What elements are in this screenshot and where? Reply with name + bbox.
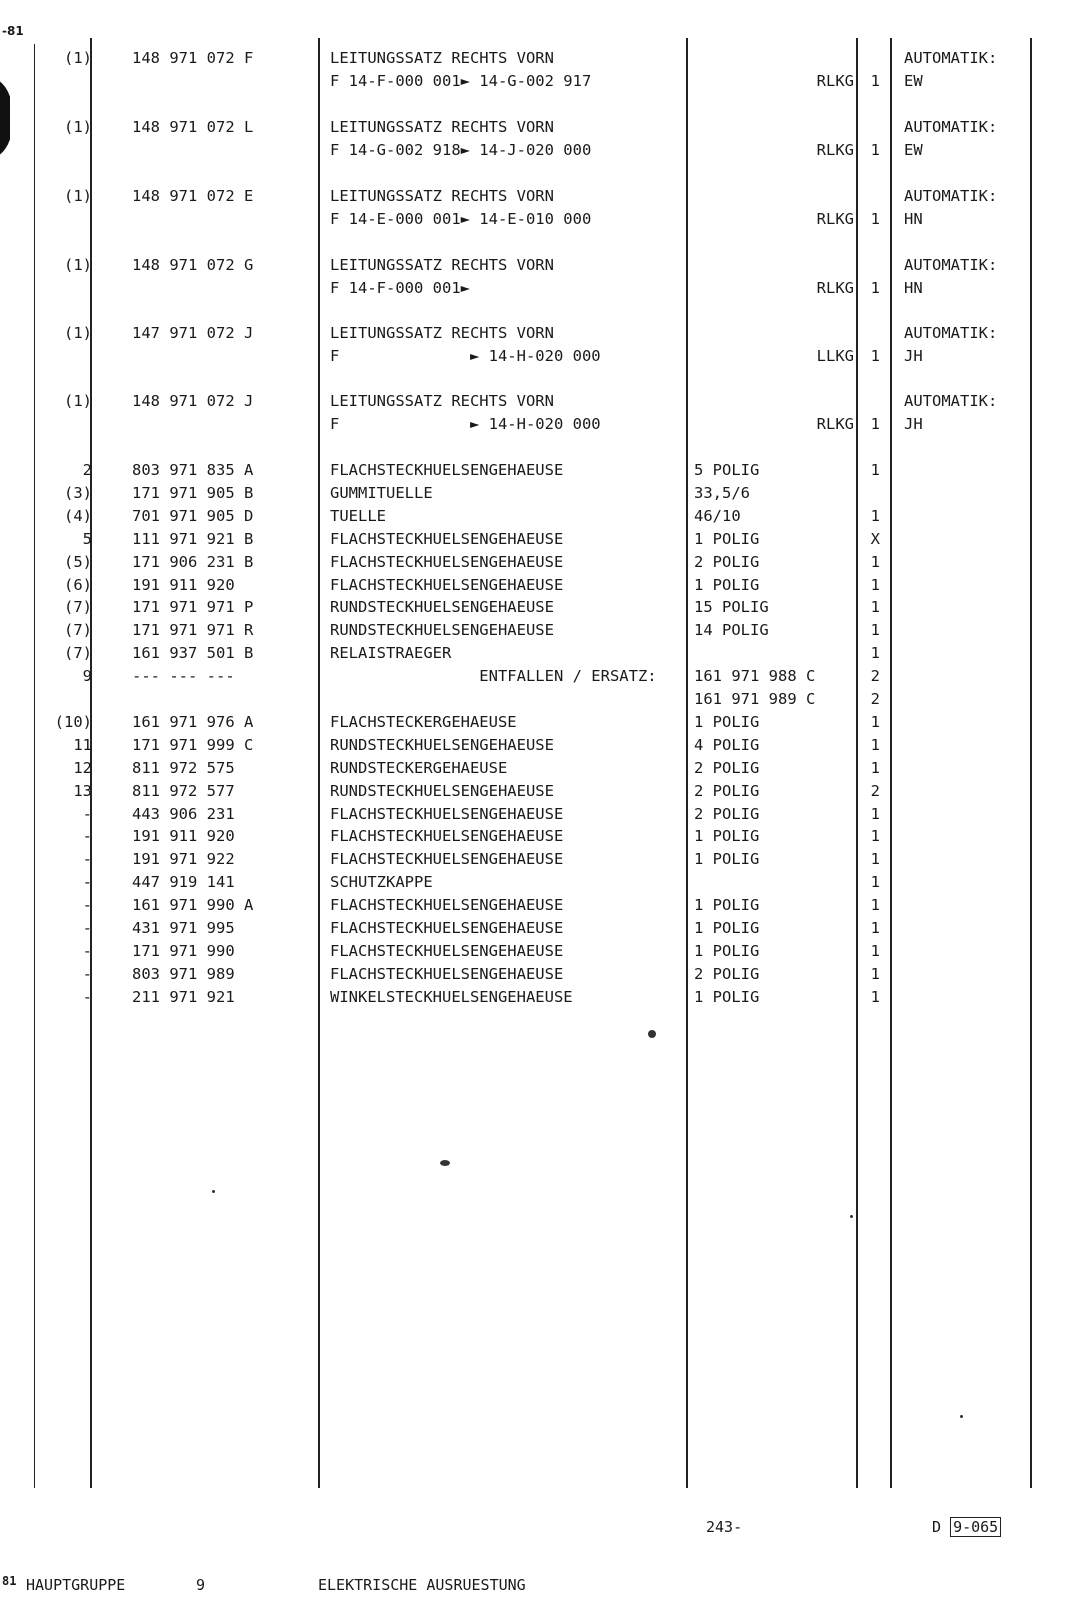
table-row <box>0 208 1082 230</box>
pos-cell: 13 <box>73 781 92 800</box>
part-number-cell: 171 906 231 B <box>132 552 254 571</box>
description-cell: LEITUNGSSATZ RECHTS VORN <box>330 118 554 136</box>
description-cell: F 14-F-000 001► <box>330 279 470 297</box>
remark-cell: 1 POLIG <box>694 919 760 937</box>
footer-corner: 81 <box>2 1574 17 1588</box>
quantity-cell: 1 <box>870 644 880 663</box>
description-cell: WINKELSTECKHUELSENGEHAEUSE <box>330 987 573 1006</box>
part-number-cell: 803 971 835 A <box>132 461 254 479</box>
table-row <box>0 277 1082 299</box>
note-cell: AUTOMATIK: <box>904 49 998 67</box>
pos-cell: (1) <box>64 187 92 205</box>
corner-label: -81 <box>2 24 24 38</box>
group-number: 9 <box>196 1576 206 1594</box>
part-number-cell: 171 971 971 P <box>132 598 254 617</box>
part-number-cell: 811 972 575 <box>132 758 235 777</box>
table-row <box>0 825 1082 847</box>
pos-cell: - <box>82 919 92 937</box>
remark-cell: 1 POLIG <box>694 941 760 960</box>
quantity-cell: 1 <box>870 850 880 869</box>
scan-speck <box>648 1030 656 1038</box>
description-cell: ENTFALLEN / ERSATZ: <box>330 667 657 686</box>
quantity-cell: 1 <box>870 141 880 159</box>
pos-cell: - <box>82 804 92 823</box>
part-number-cell: 211 971 921 <box>132 987 235 1006</box>
part-number-cell: 803 971 989 <box>132 964 235 983</box>
pos-cell: (3) <box>64 483 92 502</box>
remark-cell: 2 POLIG <box>694 781 760 800</box>
pos-cell: (1) <box>64 49 92 67</box>
scan-speck <box>440 1160 450 1166</box>
part-number-cell: 148 971 072 J <box>132 392 254 410</box>
description-cell: FLACHSTECKHUELSENGEHAEUSE <box>330 529 564 548</box>
quantity-cell: 1 <box>870 712 880 731</box>
table-row <box>0 642 1082 664</box>
model-cell: LLKG <box>816 347 854 365</box>
quantity-cell: 1 <box>870 461 880 479</box>
quantity-cell: 1 <box>870 598 880 617</box>
quantity-cell: 1 <box>870 506 880 525</box>
remark-cell: 2 POLIG <box>694 758 760 777</box>
description-cell: SCHUTZKAPPE <box>330 873 433 892</box>
table-row <box>0 780 1082 802</box>
model-cell: RLKG <box>816 279 854 297</box>
remark-cell: 33,5/6 <box>694 483 750 502</box>
description-cell: FLACHSTECKHUELSENGEHAEUSE <box>330 964 564 983</box>
table-row <box>0 413 1082 435</box>
table-row <box>0 711 1082 733</box>
pos-cell: 11 <box>73 735 92 754</box>
table-row <box>0 986 1082 1008</box>
table-row <box>0 322 1082 344</box>
note-cell: AUTOMATIK: <box>904 256 998 274</box>
pos-cell: (7) <box>64 621 92 640</box>
quantity-cell: 1 <box>870 735 880 754</box>
pos-cell: (10) <box>54 712 92 731</box>
pos-cell: (1) <box>64 392 92 410</box>
description-cell: RUNDSTECKERGEHAEUSE <box>330 758 508 777</box>
pos-cell: - <box>82 964 92 983</box>
quantity-cell: 1 <box>870 827 880 846</box>
note-cell: EW <box>904 72 923 90</box>
pos-cell: 9 <box>82 667 92 686</box>
part-number-cell: --- --- --- <box>132 667 235 686</box>
part-number-cell: 111 971 921 B <box>132 529 254 548</box>
table-row <box>0 940 1082 962</box>
pos-cell: - <box>82 896 92 915</box>
page-number: 243- <box>706 1518 743 1536</box>
table-row <box>0 551 1082 573</box>
table-row <box>0 917 1082 939</box>
model-cell: RLKG <box>816 141 854 159</box>
note-cell: HN <box>904 210 923 228</box>
pos-cell: 2 <box>82 461 92 479</box>
quantity-cell: 1 <box>870 896 880 915</box>
scan-speck <box>212 1190 215 1193</box>
table-row <box>0 70 1082 92</box>
table-row <box>0 734 1082 756</box>
remark-cell: 14 POLIG <box>694 621 769 640</box>
quantity-cell: 1 <box>870 804 880 823</box>
table-row <box>0 254 1082 276</box>
part-number-cell: 161 937 501 B <box>132 644 254 663</box>
description-cell: F 14-G-002 918► 14-J-020 000 <box>330 141 592 159</box>
description-cell: LEITUNGSSATZ RECHTS VORN <box>330 256 554 274</box>
description-cell: FLACHSTECKHUELSENGEHAEUSE <box>330 941 564 960</box>
remark-cell: 2 POLIG <box>694 552 760 571</box>
part-number-cell: 147 971 072 J <box>132 324 254 342</box>
quantity-cell: 1 <box>870 210 880 228</box>
table-row <box>0 528 1082 550</box>
description-cell: LEITUNGSSATZ RECHTS VORN <box>330 49 554 67</box>
table-row <box>0 803 1082 825</box>
part-number-cell: 161 971 990 A <box>132 896 254 915</box>
table-row <box>0 390 1082 412</box>
remark-cell: 1 POLIG <box>694 712 760 731</box>
table-row <box>0 596 1082 618</box>
pos-cell: (5) <box>64 552 92 571</box>
pos-cell: (7) <box>64 598 92 617</box>
description-cell: FLACHSTECKHUELSENGEHAEUSE <box>330 850 564 869</box>
table-row <box>0 505 1082 527</box>
part-number-cell: 148 971 072 E <box>132 187 254 205</box>
pos-cell: (7) <box>64 644 92 663</box>
group-label: HAUPTGRUPPE <box>26 1576 126 1594</box>
part-number-cell: 171 971 905 B <box>132 483 254 502</box>
remark-cell: 1 POLIG <box>694 987 760 1006</box>
part-number-cell: 148 971 072 L <box>132 118 254 136</box>
remark-cell: 4 POLIG <box>694 735 760 754</box>
table-row <box>0 116 1082 138</box>
scan-speck <box>850 1215 853 1218</box>
table-row <box>0 459 1082 481</box>
pos-cell: - <box>82 873 92 892</box>
pos-cell: 5 <box>82 529 92 548</box>
quantity-cell: 2 <box>870 690 880 708</box>
note-cell: AUTOMATIK: <box>904 392 998 410</box>
table-row <box>0 665 1082 687</box>
section-reference <box>932 1518 1001 1536</box>
quantity-cell: 1 <box>870 72 880 90</box>
description-cell: RUNDSTECKHUELSENGEHAEUSE <box>330 781 554 800</box>
remark-cell: 46/10 <box>694 506 741 525</box>
description-cell: FLACHSTECKHUELSENGEHAEUSE <box>330 804 564 823</box>
model-cell: RLKG <box>816 72 854 90</box>
remark-cell: 1 POLIG <box>694 896 760 915</box>
description-cell: TUELLE <box>330 506 386 525</box>
quantity-cell: 1 <box>870 987 880 1006</box>
quantity-cell: 1 <box>870 941 880 960</box>
quantity-cell: 1 <box>870 758 880 777</box>
pos-cell: - <box>82 850 92 869</box>
remark-cell: 2 POLIG <box>694 804 760 823</box>
note-cell: HN <box>904 279 923 297</box>
remark-cell: 1 POLIG <box>694 575 760 594</box>
table-row <box>0 894 1082 916</box>
quantity-cell: 1 <box>870 279 880 297</box>
description-cell: LEITUNGSSATZ RECHTS VORN <box>330 187 554 205</box>
quantity-cell: 1 <box>870 873 880 892</box>
table-row <box>0 574 1082 596</box>
table-row <box>0 757 1082 779</box>
quantity-cell: 1 <box>870 621 880 640</box>
part-number-cell: 191 971 922 <box>132 850 235 869</box>
description-cell: FLACHSTECKHUELSENGEHAEUSE <box>330 461 564 479</box>
part-number-cell: 148 971 072 G <box>132 256 254 274</box>
pos-cell: 12 <box>73 758 92 777</box>
remark-cell: 2 POLIG <box>694 964 760 983</box>
description-cell: FLACHSTECKHUELSENGEHAEUSE <box>330 575 564 594</box>
part-number-cell: 191 911 920 <box>132 827 235 846</box>
table-row <box>0 185 1082 207</box>
description-cell: LEITUNGSSATZ RECHTS VORN <box>330 324 554 342</box>
note-cell: AUTOMATIK: <box>904 187 998 205</box>
quantity-cell: X <box>870 529 880 548</box>
description-cell: FLACHSTECKHUELSENGEHAEUSE <box>330 896 564 915</box>
section-prefix: D <box>932 1518 942 1536</box>
table-row <box>0 345 1082 367</box>
description-cell: RUNDSTECKHUELSENGEHAEUSE <box>330 735 554 754</box>
note-cell: JH <box>904 347 923 365</box>
remark-cell: 161 971 989 C <box>694 690 816 708</box>
part-number-cell: 701 971 905 D <box>132 506 254 525</box>
note-cell: JH <box>904 415 923 433</box>
pos-cell: (1) <box>64 256 92 274</box>
model-cell: RLKG <box>816 415 854 433</box>
note-cell: AUTOMATIK: <box>904 118 998 136</box>
description-cell: F ► 14-H-020 000 <box>330 415 601 433</box>
part-number-cell: 171 971 999 C <box>132 735 254 754</box>
description-cell: FLACHSTECKERGEHAEUSE <box>330 712 517 731</box>
section-code: 9-065 <box>950 1517 1001 1537</box>
part-number-cell: 447 919 141 <box>132 873 235 892</box>
quantity-cell: 1 <box>870 575 880 594</box>
remark-cell: 161 971 988 C <box>694 667 816 686</box>
scan-speck <box>960 1415 963 1418</box>
table-row <box>0 482 1082 504</box>
part-number-cell: 431 971 995 <box>132 919 235 937</box>
description-cell: F 14-F-000 001► 14-G-002 917 <box>330 72 592 90</box>
part-number-cell: 171 971 971 R <box>132 621 254 640</box>
description-cell: F ► 14-H-020 000 <box>330 347 601 365</box>
pos-cell: (1) <box>64 118 92 136</box>
part-number-cell: 161 971 976 A <box>132 712 254 731</box>
model-cell: RLKG <box>816 210 854 228</box>
quantity-cell: 2 <box>870 781 880 800</box>
description-cell: FLACHSTECKHUELSENGEHAEUSE <box>330 919 564 937</box>
quantity-cell: 1 <box>870 552 880 571</box>
pos-cell: (4) <box>64 506 92 525</box>
quantity-cell: 1 <box>870 347 880 365</box>
table-row <box>0 963 1082 985</box>
description-cell: RELAISTRAEGER <box>330 644 452 663</box>
part-number-cell: 443 906 231 <box>132 804 235 823</box>
part-number-cell: 148 971 072 F <box>132 49 254 67</box>
part-number-cell: 171 971 990 <box>132 941 235 960</box>
part-number-cell: 811 972 577 <box>132 781 235 800</box>
quantity-cell: 1 <box>870 964 880 983</box>
pos-cell: - <box>82 827 92 846</box>
table-row <box>0 47 1082 69</box>
description-cell: F 14-E-000 001► 14-E-010 000 <box>330 210 592 228</box>
pos-cell: (6) <box>64 575 92 594</box>
description-cell: RUNDSTECKHUELSENGEHAEUSE <box>330 598 554 617</box>
pos-cell: - <box>82 941 92 960</box>
part-number-cell: 191 911 920 <box>132 575 235 594</box>
quantity-cell: 2 <box>870 667 880 686</box>
group-title: ELEKTRISCHE AUSRUESTUNG <box>318 1576 526 1594</box>
quantity-cell: 1 <box>870 919 880 937</box>
remark-cell: 15 POLIG <box>694 598 769 617</box>
description-cell: RUNDSTECKHUELSENGEHAEUSE <box>330 621 554 640</box>
pos-cell: (1) <box>64 324 92 342</box>
note-cell: AUTOMATIK: <box>904 324 998 342</box>
description-cell: GUMMITUELLE <box>330 483 433 502</box>
remark-cell: 1 POLIG <box>694 827 760 846</box>
description-cell: FLACHSTECKHUELSENGEHAEUSE <box>330 827 564 846</box>
note-cell: EW <box>904 141 923 159</box>
table-row <box>0 688 1082 710</box>
remark-cell: 5 POLIG <box>694 461 760 479</box>
table-row <box>0 139 1082 161</box>
description-cell: LEITUNGSSATZ RECHTS VORN <box>330 392 554 410</box>
quantity-cell: 1 <box>870 415 880 433</box>
table-row <box>0 848 1082 870</box>
remark-cell: 1 POLIG <box>694 529 760 548</box>
pos-cell: - <box>82 987 92 1006</box>
table-row <box>0 871 1082 893</box>
description-cell: FLACHSTECKHUELSENGEHAEUSE <box>330 552 564 571</box>
remark-cell: 1 POLIG <box>694 850 760 869</box>
table-row <box>0 619 1082 641</box>
